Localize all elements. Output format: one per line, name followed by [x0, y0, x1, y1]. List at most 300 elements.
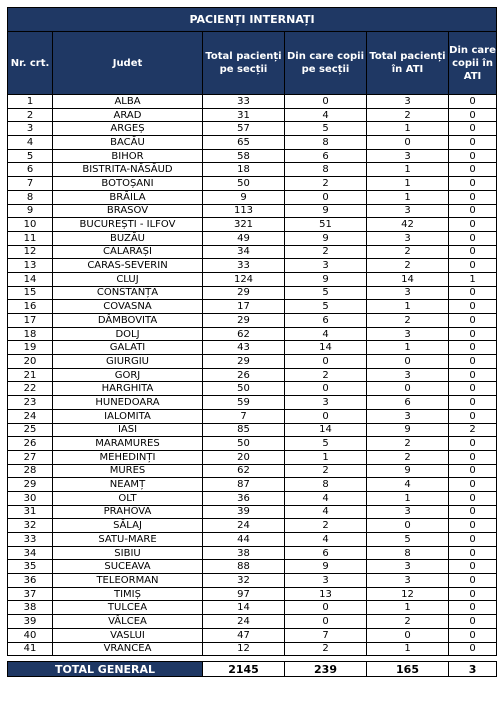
table-row	[8, 314, 497, 328]
table-row	[8, 437, 497, 451]
table-row	[8, 546, 497, 560]
row-nr: 17	[8, 314, 53, 328]
table-row	[8, 95, 497, 109]
row-copii-sectii: 9	[285, 204, 367, 218]
row-total-sectii: 24	[203, 615, 285, 629]
table-row	[8, 382, 497, 396]
row-total-ati: 0	[367, 355, 449, 369]
row-copii-ati: 0	[449, 355, 497, 369]
row-copii-sectii: 6	[285, 149, 367, 163]
row-copii-ati: 0	[449, 478, 497, 492]
row-copii-ati: 0	[449, 259, 497, 273]
table-row	[8, 231, 497, 245]
row-total-ati: 1	[367, 601, 449, 615]
row-nr: 24	[8, 409, 53, 423]
row-nr: 5	[8, 149, 53, 163]
row-total-ati: 3	[367, 574, 449, 588]
row-nr: 37	[8, 587, 53, 601]
row-nr: 34	[8, 546, 53, 560]
row-total-sectii: 97	[203, 587, 285, 601]
row-total-sectii: 50	[203, 437, 285, 451]
row-copii-sectii: 0	[285, 355, 367, 369]
row-nr: 25	[8, 423, 53, 437]
row-copii-ati: 0	[449, 628, 497, 642]
hospitalized-patients-table	[7, 7, 497, 677]
row-copii-sectii: 14	[285, 341, 367, 355]
row-copii-ati: 0	[449, 409, 497, 423]
row-total-ati: 1	[367, 491, 449, 505]
row-total-ati: 4	[367, 478, 449, 492]
row-copii-ati: 0	[449, 491, 497, 505]
row-total-ati: 1	[367, 163, 449, 177]
row-copii-sectii: 0	[285, 601, 367, 615]
row-nr: 9	[8, 204, 53, 218]
row-copii-ati: 0	[449, 204, 497, 218]
row-total-ati: 3	[367, 286, 449, 300]
row-nr: 11	[8, 231, 53, 245]
row-total-sectii: 44	[203, 533, 285, 547]
row-nr: 22	[8, 382, 53, 396]
row-total-ati: 2	[367, 437, 449, 451]
row-copii-sectii: 0	[285, 409, 367, 423]
table-row	[8, 122, 497, 136]
row-total-ati: 3	[367, 409, 449, 423]
row-copii-sectii: 5	[285, 300, 367, 314]
row-judet: VRANCEA	[53, 642, 203, 656]
row-copii-sectii: 3	[285, 259, 367, 273]
row-copii-sectii: 4	[285, 108, 367, 122]
row-judet: DOLJ	[53, 327, 203, 341]
row-copii-ati: 0	[449, 136, 497, 150]
row-judet: BOTOȘANI	[53, 177, 203, 191]
row-nr: 29	[8, 478, 53, 492]
table-title-row	[8, 8, 497, 32]
row-total-sectii: 65	[203, 136, 285, 150]
row-total-ati: 3	[367, 368, 449, 382]
row-total-sectii: 87	[203, 478, 285, 492]
row-copii-sectii: 9	[285, 231, 367, 245]
row-copii-ati: 0	[449, 382, 497, 396]
row-total-ati: 5	[367, 533, 449, 547]
table-row	[8, 560, 497, 574]
row-copii-sectii: 2	[285, 519, 367, 533]
row-judet: BISTRITA-NĂSĂUD	[53, 163, 203, 177]
row-copii-ati: 0	[449, 108, 497, 122]
row-copii-sectii: 5	[285, 437, 367, 451]
row-copii-sectii: 2	[285, 642, 367, 656]
row-copii-sectii: 0	[285, 95, 367, 109]
table-row	[8, 177, 497, 191]
row-nr: 39	[8, 615, 53, 629]
table-row	[8, 218, 497, 232]
table-row	[8, 491, 497, 505]
table-body	[8, 95, 497, 656]
row-nr: 33	[8, 533, 53, 547]
row-copii-ati: 0	[449, 642, 497, 656]
row-total-ati: 0	[367, 382, 449, 396]
row-judet: MURES	[53, 464, 203, 478]
row-judet: TULCEA	[53, 601, 203, 615]
table-row	[8, 396, 497, 410]
table-row	[8, 505, 497, 519]
row-judet: GORJ	[53, 368, 203, 382]
row-judet: HARGHITA	[53, 382, 203, 396]
row-total-ati: 0	[367, 628, 449, 642]
row-copii-ati: 0	[449, 286, 497, 300]
row-copii-sectii: 3	[285, 574, 367, 588]
row-total-sectii: 85	[203, 423, 285, 437]
row-copii-sectii: 6	[285, 546, 367, 560]
row-copii-sectii: 2	[285, 177, 367, 191]
row-nr: 26	[8, 437, 53, 451]
row-copii-sectii: 5	[285, 286, 367, 300]
row-copii-ati: 0	[449, 601, 497, 615]
row-copii-sectii: 4	[285, 327, 367, 341]
row-judet: GALATI	[53, 341, 203, 355]
row-copii-ati: 1	[449, 272, 497, 286]
row-total-ati: 42	[367, 218, 449, 232]
row-copii-ati: 0	[449, 546, 497, 560]
row-copii-sectii: 0	[285, 190, 367, 204]
header-copii-sectii: Din care copii pe secții	[285, 32, 367, 95]
total-ati: 165	[367, 662, 449, 677]
row-judet: OLT	[53, 491, 203, 505]
total-row	[8, 662, 497, 677]
row-judet: BRASOV	[53, 204, 203, 218]
row-copii-ati: 0	[449, 574, 497, 588]
row-nr: 3	[8, 122, 53, 136]
row-total-ati: 3	[367, 505, 449, 519]
row-copii-ati: 0	[449, 587, 497, 601]
row-total-sectii: 124	[203, 272, 285, 286]
row-copii-ati: 0	[449, 450, 497, 464]
row-copii-ati: 0	[449, 314, 497, 328]
row-total-ati: 1	[367, 190, 449, 204]
row-judet: ARAD	[53, 108, 203, 122]
row-copii-ati: 0	[449, 190, 497, 204]
row-total-sectii: 57	[203, 122, 285, 136]
row-judet: CĂLĂRAȘI	[53, 245, 203, 259]
row-total-ati: 1	[367, 341, 449, 355]
table-row	[8, 409, 497, 423]
row-total-ati: 0	[367, 519, 449, 533]
row-total-sectii: 50	[203, 177, 285, 191]
row-total-ati: 2	[367, 314, 449, 328]
row-judet: BRĂILA	[53, 190, 203, 204]
table-row	[8, 204, 497, 218]
row-total-sectii: 59	[203, 396, 285, 410]
row-judet: TELEORMAN	[53, 574, 203, 588]
row-judet: TIMIȘ	[53, 587, 203, 601]
row-total-sectii: 20	[203, 450, 285, 464]
row-copii-ati: 0	[449, 464, 497, 478]
row-copii-sectii: 1	[285, 450, 367, 464]
row-total-ati: 14	[367, 272, 449, 286]
row-total-ati: 3	[367, 560, 449, 574]
row-judet: SIBIU	[53, 546, 203, 560]
row-copii-ati: 0	[449, 341, 497, 355]
row-total-ati: 2	[367, 450, 449, 464]
row-judet: BIHOR	[53, 149, 203, 163]
row-judet: DÂMBOVITA	[53, 314, 203, 328]
table-row	[8, 272, 497, 286]
row-total-sectii: 24	[203, 519, 285, 533]
row-total-sectii: 17	[203, 300, 285, 314]
row-nr: 6	[8, 163, 53, 177]
row-total-ati: 2	[367, 615, 449, 629]
row-total-ati: 9	[367, 423, 449, 437]
row-copii-ati: 0	[449, 95, 497, 109]
row-judet: PRAHOVA	[53, 505, 203, 519]
table-row	[8, 642, 497, 656]
table-title: PACIENȚI INTERNAȚI	[8, 8, 497, 32]
row-total-sectii: 34	[203, 245, 285, 259]
row-total-sectii: 26	[203, 368, 285, 382]
row-total-sectii: 49	[203, 231, 285, 245]
row-copii-sectii: 0	[285, 382, 367, 396]
header-total-sectii: Total pacienți pe secții	[203, 32, 285, 95]
row-copii-sectii: 8	[285, 478, 367, 492]
table-row	[8, 136, 497, 150]
row-copii-ati: 0	[449, 218, 497, 232]
row-total-sectii: 47	[203, 628, 285, 642]
row-copii-ati: 0	[449, 437, 497, 451]
row-total-sectii: 14	[203, 601, 285, 615]
row-copii-ati: 0	[449, 163, 497, 177]
row-judet: CARAS-SEVERIN	[53, 259, 203, 273]
row-copii-ati: 0	[449, 231, 497, 245]
row-copii-ati: 0	[449, 615, 497, 629]
row-total-ati: 1	[367, 122, 449, 136]
row-total-sectii: 7	[203, 409, 285, 423]
row-judet: IASI	[53, 423, 203, 437]
row-total-ati: 8	[367, 546, 449, 560]
row-judet: VÂLCEA	[53, 615, 203, 629]
row-total-ati: 3	[367, 327, 449, 341]
row-nr: 2	[8, 108, 53, 122]
row-total-sectii: 321	[203, 218, 285, 232]
row-total-ati: 1	[367, 300, 449, 314]
total-sectii: 2145	[203, 662, 285, 677]
row-copii-ati: 0	[449, 300, 497, 314]
row-copii-sectii: 4	[285, 533, 367, 547]
row-copii-ati: 0	[449, 396, 497, 410]
total-copii-ati: 3	[449, 662, 497, 677]
table-row	[8, 587, 497, 601]
row-copii-sectii: 4	[285, 491, 367, 505]
table-row	[8, 149, 497, 163]
row-total-sectii: 29	[203, 314, 285, 328]
row-total-sectii: 33	[203, 259, 285, 273]
row-total-sectii: 12	[203, 642, 285, 656]
table-row	[8, 574, 497, 588]
table-row	[8, 163, 497, 177]
table-row	[8, 478, 497, 492]
table-row	[8, 519, 497, 533]
row-judet: CONSTANȚA	[53, 286, 203, 300]
column-header-row	[8, 32, 497, 95]
row-copii-sectii: 51	[285, 218, 367, 232]
table-row	[8, 245, 497, 259]
row-nr: 4	[8, 136, 53, 150]
row-nr: 27	[8, 450, 53, 464]
total-copii-sectii: 239	[285, 662, 367, 677]
row-copii-sectii: 4	[285, 505, 367, 519]
row-judet: SATU-MARE	[53, 533, 203, 547]
row-nr: 21	[8, 368, 53, 382]
row-copii-sectii: 8	[285, 136, 367, 150]
row-judet: ALBA	[53, 95, 203, 109]
table-row	[8, 533, 497, 547]
row-judet: SUCEAVA	[53, 560, 203, 574]
row-total-ati: 3	[367, 95, 449, 109]
row-nr: 1	[8, 95, 53, 109]
row-nr: 14	[8, 272, 53, 286]
row-nr: 36	[8, 574, 53, 588]
header-copii-ati: Din care copii în ATI	[449, 32, 497, 95]
row-copii-ati: 0	[449, 177, 497, 191]
row-nr: 40	[8, 628, 53, 642]
row-total-ati: 3	[367, 149, 449, 163]
row-total-sectii: 50	[203, 382, 285, 396]
table-row	[8, 300, 497, 314]
row-copii-sectii: 13	[285, 587, 367, 601]
row-copii-sectii: 5	[285, 122, 367, 136]
table-row	[8, 628, 497, 642]
row-total-ati: 9	[367, 464, 449, 478]
row-copii-sectii: 14	[285, 423, 367, 437]
table-container	[7, 7, 496, 677]
row-copii-sectii: 2	[285, 245, 367, 259]
row-judet: ARGEȘ	[53, 122, 203, 136]
row-judet: CLUJ	[53, 272, 203, 286]
row-nr: 8	[8, 190, 53, 204]
table-row	[8, 464, 497, 478]
table-row	[8, 355, 497, 369]
row-total-sectii: 9	[203, 190, 285, 204]
row-nr: 28	[8, 464, 53, 478]
row-judet: SĂLAJ	[53, 519, 203, 533]
row-copii-sectii: 3	[285, 396, 367, 410]
row-total-ati: 1	[367, 177, 449, 191]
row-judet: HUNEDOARA	[53, 396, 203, 410]
row-copii-ati: 0	[449, 245, 497, 259]
row-nr: 12	[8, 245, 53, 259]
row-copii-ati: 0	[449, 519, 497, 533]
row-total-sectii: 33	[203, 95, 285, 109]
total-label: TOTAL GENERAL	[8, 662, 203, 677]
row-total-sectii: 88	[203, 560, 285, 574]
table-row	[8, 450, 497, 464]
row-judet: COVASNA	[53, 300, 203, 314]
row-nr: 15	[8, 286, 53, 300]
row-judet: IALOMITA	[53, 409, 203, 423]
row-total-sectii: 58	[203, 149, 285, 163]
row-judet: GIURGIU	[53, 355, 203, 369]
row-nr: 30	[8, 491, 53, 505]
row-total-ati: 2	[367, 259, 449, 273]
table-row	[8, 423, 497, 437]
row-copii-ati: 0	[449, 327, 497, 341]
row-total-sectii: 38	[203, 546, 285, 560]
header-judet: Judet	[53, 32, 203, 95]
table-row	[8, 108, 497, 122]
row-judet: MEHEDINȚI	[53, 450, 203, 464]
row-total-ati: 0	[367, 136, 449, 150]
row-total-ati: 3	[367, 204, 449, 218]
row-nr: 16	[8, 300, 53, 314]
header-nr: Nr. crt.	[8, 32, 53, 95]
row-judet: NEAMȚ	[53, 478, 203, 492]
row-copii-sectii: 2	[285, 368, 367, 382]
row-copii-ati: 0	[449, 149, 497, 163]
row-nr: 31	[8, 505, 53, 519]
row-total-sectii: 18	[203, 163, 285, 177]
row-total-ati: 1	[367, 642, 449, 656]
row-nr: 38	[8, 601, 53, 615]
row-total-ati: 12	[367, 587, 449, 601]
row-total-ati: 3	[367, 231, 449, 245]
row-total-sectii: 36	[203, 491, 285, 505]
row-nr: 41	[8, 642, 53, 656]
row-copii-sectii: 6	[285, 314, 367, 328]
table-row	[8, 615, 497, 629]
row-nr: 10	[8, 218, 53, 232]
row-nr: 19	[8, 341, 53, 355]
table-row	[8, 286, 497, 300]
row-nr: 32	[8, 519, 53, 533]
row-copii-ati: 0	[449, 533, 497, 547]
row-copii-sectii: 0	[285, 615, 367, 629]
row-total-sectii: 31	[203, 108, 285, 122]
row-total-sectii: 29	[203, 355, 285, 369]
row-judet: BACĂU	[53, 136, 203, 150]
row-copii-ati: 0	[449, 560, 497, 574]
table-row	[8, 601, 497, 615]
table-row	[8, 259, 497, 273]
table-row	[8, 190, 497, 204]
row-total-ati: 6	[367, 396, 449, 410]
row-total-sectii: 39	[203, 505, 285, 519]
row-nr: 13	[8, 259, 53, 273]
row-judet: MARAMURES	[53, 437, 203, 451]
row-nr: 20	[8, 355, 53, 369]
row-copii-sectii: 9	[285, 560, 367, 574]
row-judet: BUZĂU	[53, 231, 203, 245]
table-row	[8, 368, 497, 382]
row-total-ati: 2	[367, 108, 449, 122]
row-total-sectii: 113	[203, 204, 285, 218]
row-nr: 18	[8, 327, 53, 341]
row-nr: 23	[8, 396, 53, 410]
header-total-ati: Total pacienți în ATI	[367, 32, 449, 95]
row-copii-ati: 2	[449, 423, 497, 437]
row-judet: VASLUI	[53, 628, 203, 642]
row-nr: 35	[8, 560, 53, 574]
row-total-sectii: 43	[203, 341, 285, 355]
table-row	[8, 341, 497, 355]
row-copii-sectii: 7	[285, 628, 367, 642]
row-total-sectii: 62	[203, 327, 285, 341]
row-total-ati: 2	[367, 245, 449, 259]
row-total-sectii: 32	[203, 574, 285, 588]
row-copii-ati: 0	[449, 122, 497, 136]
row-copii-sectii: 9	[285, 272, 367, 286]
row-total-sectii: 29	[203, 286, 285, 300]
row-copii-sectii: 2	[285, 464, 367, 478]
row-copii-ati: 0	[449, 505, 497, 519]
row-nr: 7	[8, 177, 53, 191]
